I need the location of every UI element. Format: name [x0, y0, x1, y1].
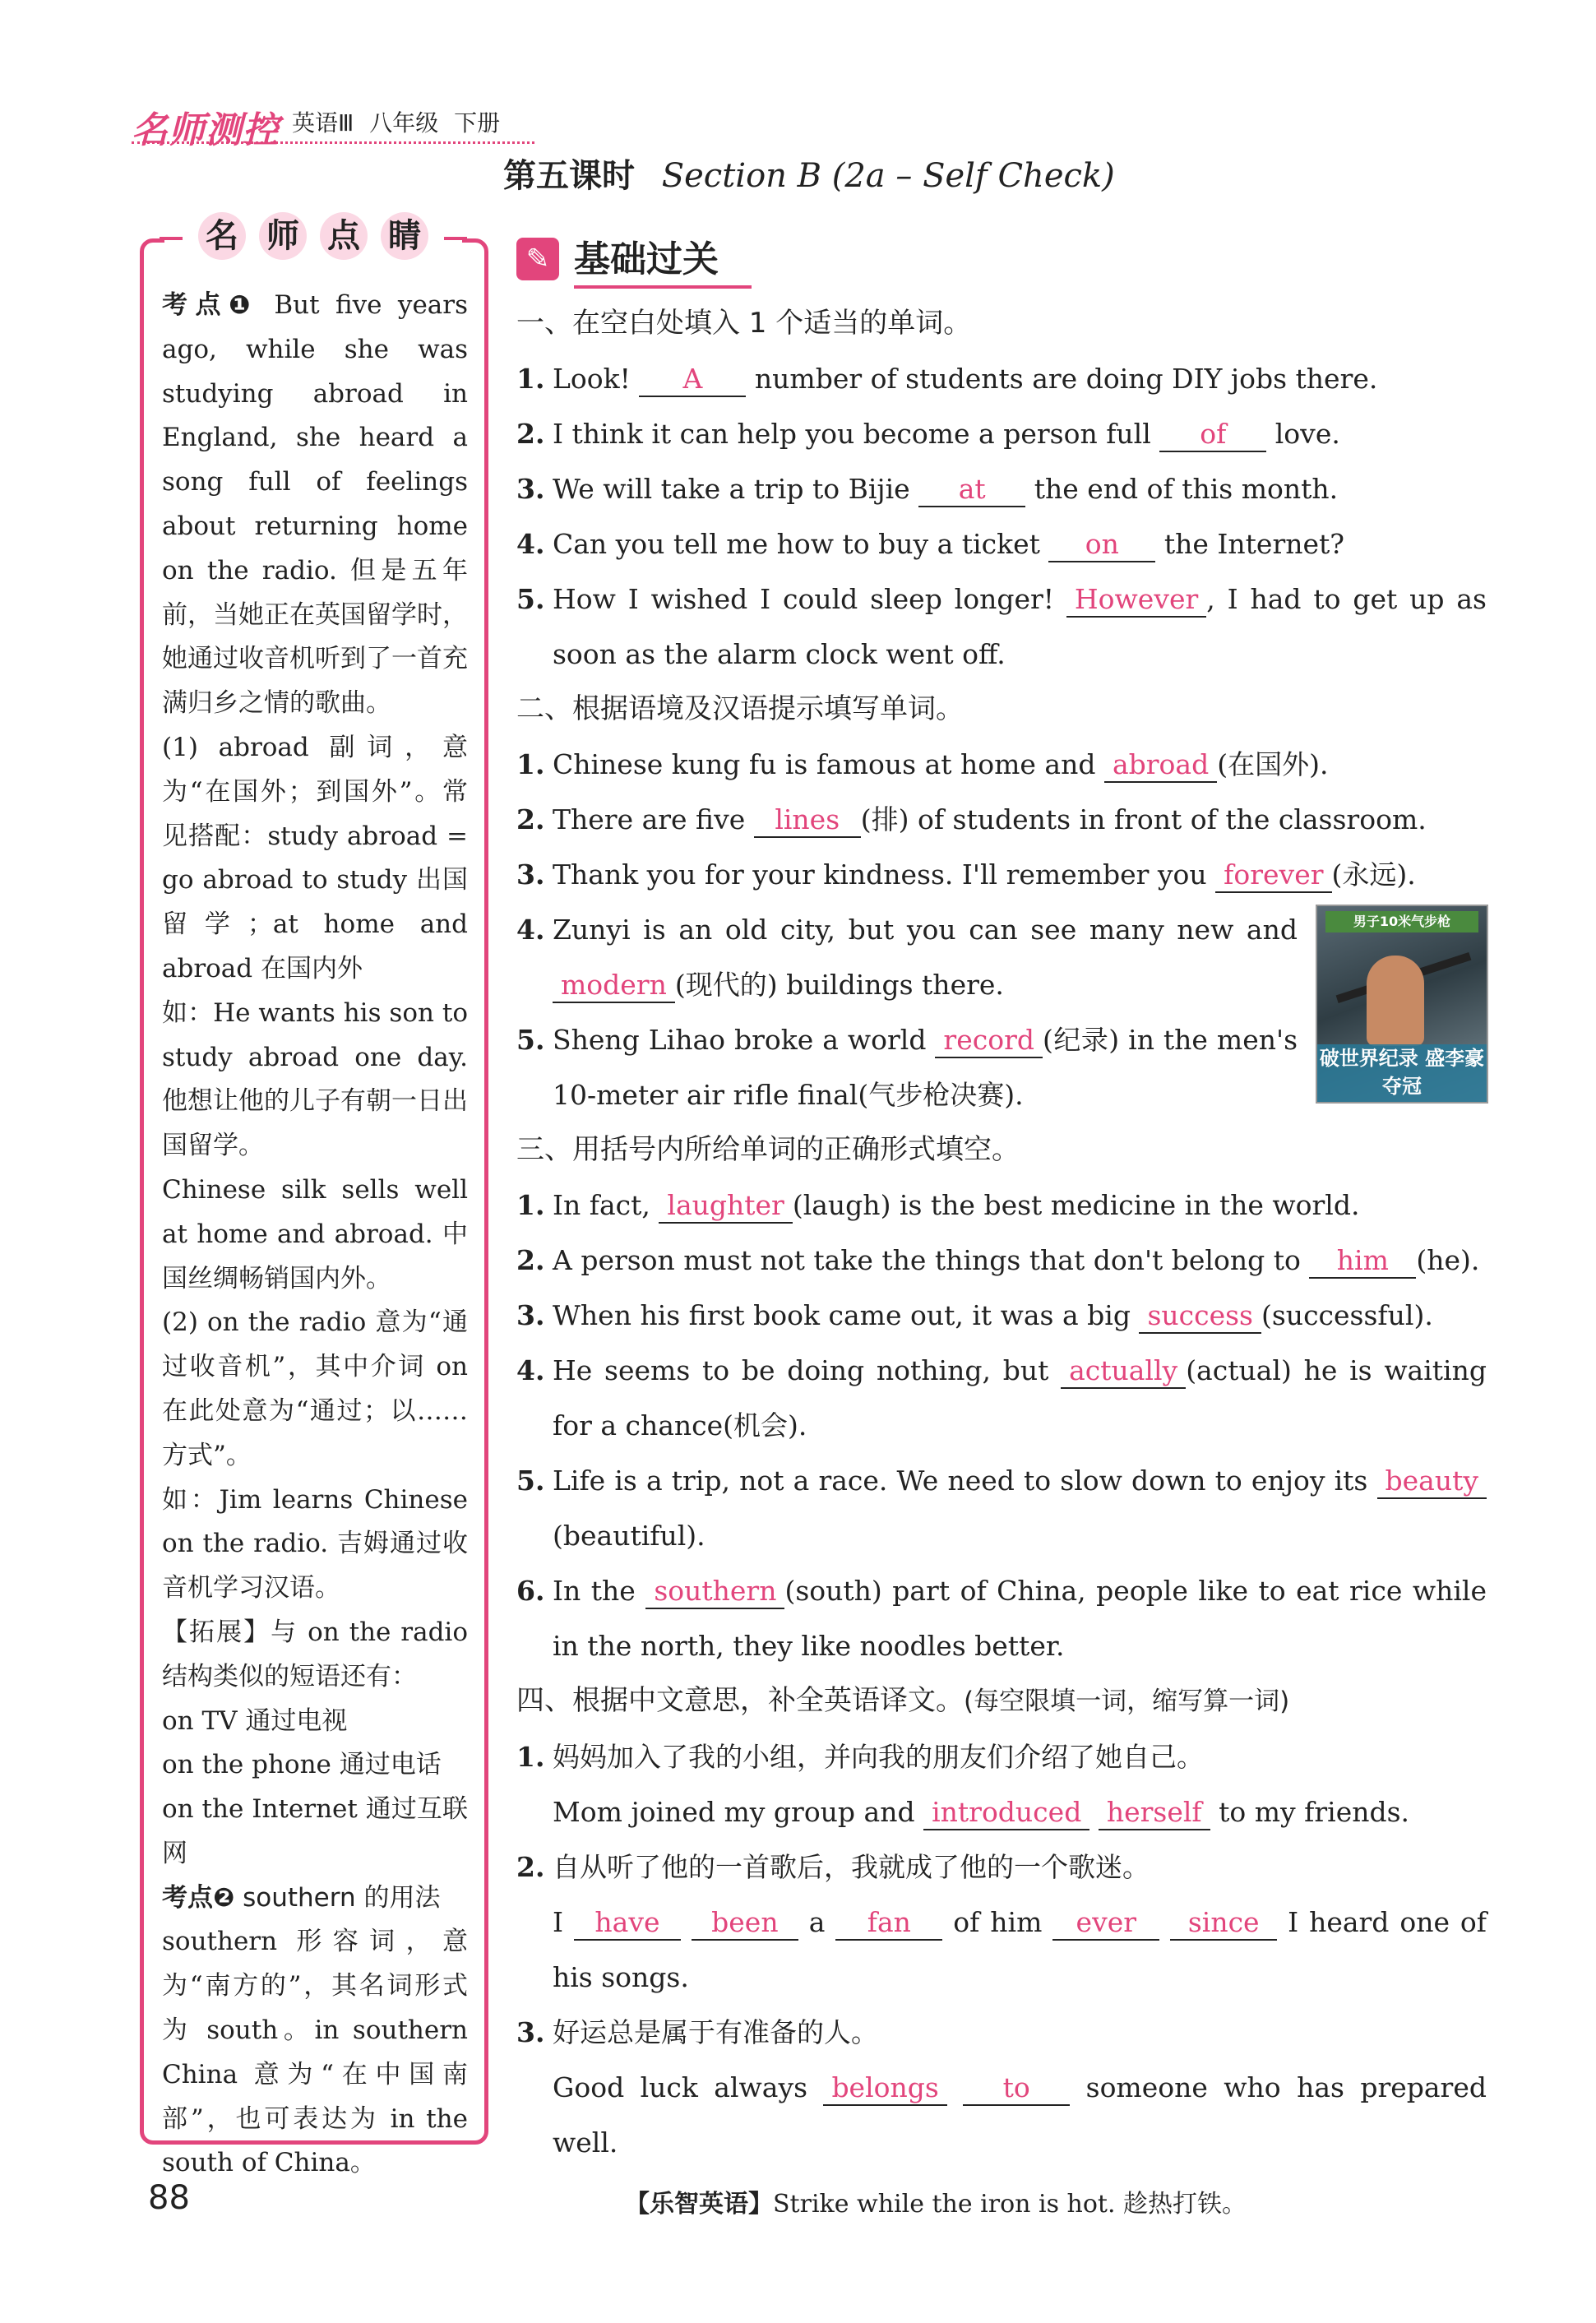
- question: [516, 1233, 1487, 1288]
- question: [516, 847, 1487, 902]
- answer-blank[interactable]: to: [963, 2071, 1070, 2106]
- question-text: (successful).: [1261, 1299, 1433, 1331]
- teacher-tips-sidebar: [140, 238, 488, 2178]
- sidebar-title: [164, 212, 462, 265]
- tip-example-3: 如：Jim learns Chinese on the radio. 吉姆通过收音机学习汉语。: [162, 1484, 468, 1603]
- tip-phrase-internet: on the Internet 通过互联网: [162, 1794, 468, 1868]
- lesson-title: [503, 150, 1490, 197]
- question-number: 2.: [516, 803, 545, 835]
- question-text: Thank you for your kindness. I'll remember you: [553, 858, 1216, 891]
- question-number: 5.: [516, 1024, 545, 1056]
- sidebar-title-char: 睛: [381, 212, 428, 260]
- page-number: 88: [148, 2179, 190, 2217]
- part-4-title: [516, 1673, 1487, 1729]
- answer-blank[interactable]: since: [1170, 1906, 1277, 1941]
- question-text: Good luck always: [553, 2071, 824, 2103]
- part-4-note: (每空限填一词，缩写算一词): [964, 1687, 1290, 1716]
- question-number: 5.: [516, 583, 545, 615]
- translation-answer: [516, 1784, 1487, 1839]
- section-title: 基础过关: [574, 229, 752, 289]
- lesson-title-cn: 第五课时: [503, 157, 635, 195]
- question-number: 6.: [516, 1575, 545, 1607]
- answer-blank[interactable]: success: [1139, 1299, 1261, 1334]
- rifle-champion-photo: [1316, 905, 1488, 1104]
- question: [516, 737, 1487, 792]
- tip-southern: southern 形容词，意为“南方的”，其名词形式为 south。in southern China 意为“在中国南部”，也可表达为 in the south of China。: [162, 1927, 468, 2178]
- question-text: (actual) he is waiting for a chance(机会).: [553, 1354, 1487, 1441]
- answer-blank[interactable]: of: [1159, 418, 1266, 452]
- answer-blank[interactable]: at: [918, 473, 1025, 507]
- question-number: 3.: [516, 2016, 545, 2048]
- part-3-title: 三、用括号内所给单词的正确形式填空。: [516, 1133, 1020, 1166]
- question-number: 2.: [516, 1244, 545, 1276]
- question-number: 5.: [516, 1465, 545, 1497]
- question-text: number of students are doing DIY jobs there.: [746, 363, 1378, 395]
- question: [516, 1178, 1487, 1233]
- question-text: In the: [553, 1575, 646, 1607]
- translation-answer: [516, 1895, 1487, 2005]
- answer-blank[interactable]: abroad: [1104, 748, 1217, 783]
- tip-extension: 【拓展】与 on the radio 结构类似的短语还有：: [162, 1617, 468, 1691]
- answer-blank[interactable]: fan: [835, 1906, 942, 1941]
- answer-blank[interactable]: record: [935, 1024, 1043, 1058]
- answer-blank[interactable]: belongs: [823, 2071, 946, 2106]
- book-title: 英语Ⅲ 八年级 下册: [292, 109, 501, 137]
- answer-blank[interactable]: A: [639, 363, 746, 397]
- pen-icon: ✎: [516, 238, 559, 280]
- question: [516, 571, 1487, 682]
- question-number: 2.: [516, 1851, 545, 1883]
- answer-blank[interactable]: However: [1066, 583, 1206, 618]
- question-number: 4.: [516, 1354, 545, 1386]
- question-text: Chinese kung fu is famous at home and: [553, 748, 1104, 780]
- question-text: (纪录) in the men's 10-meter air rifle final(气步枪决赛).: [553, 1024, 1298, 1111]
- question: [516, 1453, 1487, 1563]
- sidebar-title-char: 名: [198, 212, 246, 260]
- question-number: 3.: [516, 473, 545, 505]
- question-text: a: [798, 1906, 836, 1938]
- question-text: love.: [1266, 418, 1340, 450]
- question-number: 2.: [516, 418, 545, 450]
- sidebar-title-char: 点: [320, 212, 368, 260]
- tip-1-text: But five years ago, while she was studying abroad in England, she heard a song full of feelings about returning home on the radio. 但是五年前，当她正在英国留学时，她通过收音机听到了一首充满归乡之情的歌曲。: [162, 290, 468, 719]
- brand-logo: 名师测控: [132, 109, 280, 151]
- question: [516, 1288, 1487, 1343]
- tip-on-the-radio: (2) on the radio 意为“通过收音机”，其中介词 on 在此处意为“通过；以……方式”。: [162, 1307, 468, 1470]
- question-text: someone who has prepared well.: [553, 2071, 1487, 2159]
- question-text: Sheng Lihao broke a world: [553, 1024, 936, 1056]
- translation-prompt: [516, 2005, 1487, 2060]
- question-text: Look!: [553, 363, 640, 395]
- question: [516, 406, 1487, 461]
- question-text: of him: [942, 1906, 1053, 1938]
- answer-blank[interactable]: on: [1048, 528, 1155, 562]
- answer-blank[interactable]: lines: [754, 803, 861, 838]
- question-text: (beautiful).: [553, 1520, 705, 1552]
- tip-abroad: (1) abroad 副词，意为“在国外；到国外”。常见搭配：study abroad = go abroad to study 出国留学；at home and abroad 在国内外: [162, 732, 468, 983]
- question-text: A person must not take the things that don't belong to: [553, 1244, 1310, 1276]
- question-number: 1.: [516, 1741, 545, 1773]
- tip-2-text: southern 的用法: [234, 1882, 441, 1913]
- question: [516, 461, 1487, 516]
- question-text: I heard one of his songs.: [553, 1906, 1487, 1993]
- question-text: When his first book came out, it was a big: [553, 1299, 1140, 1331]
- answer-blank[interactable]: been: [692, 1906, 798, 1941]
- question-number: 4.: [516, 528, 545, 560]
- answer-blank[interactable]: forever: [1215, 858, 1331, 893]
- question-text: I: [553, 1906, 574, 1938]
- question-number: 1.: [516, 748, 545, 780]
- question-text: How I wished I could sleep longer!: [553, 583, 1066, 615]
- athlete-figure: [1367, 956, 1424, 1046]
- question: [516, 1563, 1487, 1673]
- lesson-title-en: Section B (2a – Self Check): [661, 157, 1115, 195]
- question: [516, 516, 1487, 571]
- chinese-sentence: 妈妈加入了我的小组，并向我的朋友们介绍了她自己。: [553, 1741, 1204, 1773]
- question-text: the Internet?: [1155, 528, 1344, 560]
- question-text: (永远).: [1331, 858, 1416, 891]
- question-text: We will take a trip to Bijie: [553, 473, 919, 505]
- question: [516, 1343, 1487, 1453]
- exercise-column: [516, 222, 1487, 2170]
- question-number: 1.: [516, 1189, 545, 1221]
- question-text: (laugh) is the best medicine in the world.: [792, 1189, 1360, 1221]
- answer-blank[interactable]: ever: [1052, 1906, 1159, 1941]
- question-text: (he).: [1416, 1244, 1480, 1276]
- part-2-title: 二、根据语境及汉语提示填写单词。: [516, 692, 964, 725]
- answer-blank[interactable]: beauty: [1377, 1465, 1487, 1499]
- question-text: (在国外).: [1217, 748, 1329, 780]
- photo-banner: 男子10米气步枪: [1325, 911, 1478, 932]
- question-text: Zunyi is an old city, but you can see many new and: [553, 914, 1298, 946]
- question-text: the end of this month.: [1025, 473, 1339, 505]
- question: [516, 792, 1487, 847]
- question-number: 3.: [516, 1299, 545, 1331]
- tip-1: [162, 284, 468, 726]
- part-1-title: 一、在空白处填入 1 个适当的单词。: [516, 307, 972, 340]
- tip-example-1: 如：He wants his son to study abroad one day. 他想让他的儿子有朝一日出国留学。: [162, 997, 468, 1161]
- header-divider: [132, 141, 534, 144]
- question-text: , I had to get up as soon as the alarm clock went off.: [553, 583, 1487, 670]
- footer-text: Strike while the iron is hot. 趁热打铁。: [773, 2190, 1247, 2219]
- tip-2-label: 考点❷: [162, 1882, 235, 1913]
- question-text: Mom joined my group and: [553, 1796, 924, 1828]
- question-text: (south) part of China, people like to eat rice while in the north, they like noodles better.: [553, 1575, 1487, 1662]
- answer-blank[interactable]: laughter: [659, 1189, 792, 1224]
- answer-blank[interactable]: have: [574, 1906, 681, 1941]
- answer-blank[interactable]: southern: [645, 1575, 784, 1609]
- answer-blank[interactable]: modern: [553, 969, 675, 1003]
- answer-blank[interactable]: him: [1309, 1244, 1416, 1279]
- footer-proverb: [625, 2183, 1247, 2219]
- tip-phrase-tv: on TV 通过电视: [162, 1705, 348, 1736]
- photo-caption: 破世界纪录 盛李豪夺冠: [1317, 1044, 1487, 1102]
- answer-blank[interactable]: herself: [1099, 1796, 1210, 1830]
- question-text: (排) of students in front of the classroom.: [860, 803, 1427, 835]
- question-number: 3.: [516, 858, 545, 891]
- chinese-sentence: 自从听了他的一首歌后，我就成了他的一个歌迷。: [553, 1851, 1150, 1883]
- question-text: He seems to be doing nothing, but: [553, 1354, 1062, 1386]
- section-header: [516, 222, 1487, 296]
- chinese-sentence: 好运总是属于有准备的人。: [553, 2016, 878, 2048]
- tip-example-2: Chinese silk sells well at home and abroad. 中国丝绸畅销国内外。: [162, 1174, 468, 1293]
- tip-2: [162, 1876, 468, 1921]
- translation-answer: [516, 2060, 1487, 2170]
- answer-blank[interactable]: introduced: [923, 1796, 1089, 1830]
- question-text: Life is a trip, not a race. We need to slow down to enjoy its: [553, 1465, 1377, 1497]
- tip-phrase-phone: on the phone 通过电话: [162, 1750, 442, 1780]
- question-text: to my friends.: [1210, 1796, 1410, 1828]
- question-text: I think it can help you become a person full: [553, 418, 1160, 450]
- question-text: Can you tell me how to buy a ticket: [553, 528, 1049, 560]
- tip-1-label: 考点❶: [162, 290, 258, 320]
- translation-prompt: [516, 1839, 1487, 1895]
- question-text: (现代的) buildings there.: [674, 969, 1004, 1001]
- sidebar-title-char: 师: [259, 212, 307, 260]
- question: [516, 351, 1487, 406]
- part-4-title-text: 四、根据中文意思，补全英语译文。: [516, 1684, 964, 1717]
- question-number: 1.: [516, 363, 545, 395]
- question-text: There are five: [553, 803, 754, 835]
- question-text: In fact,: [553, 1189, 659, 1221]
- answer-blank[interactable]: actually: [1061, 1354, 1186, 1389]
- footer-tag: 【乐智英语】: [625, 2190, 773, 2219]
- translation-prompt: [516, 1729, 1487, 1784]
- question-number: 4.: [516, 914, 545, 946]
